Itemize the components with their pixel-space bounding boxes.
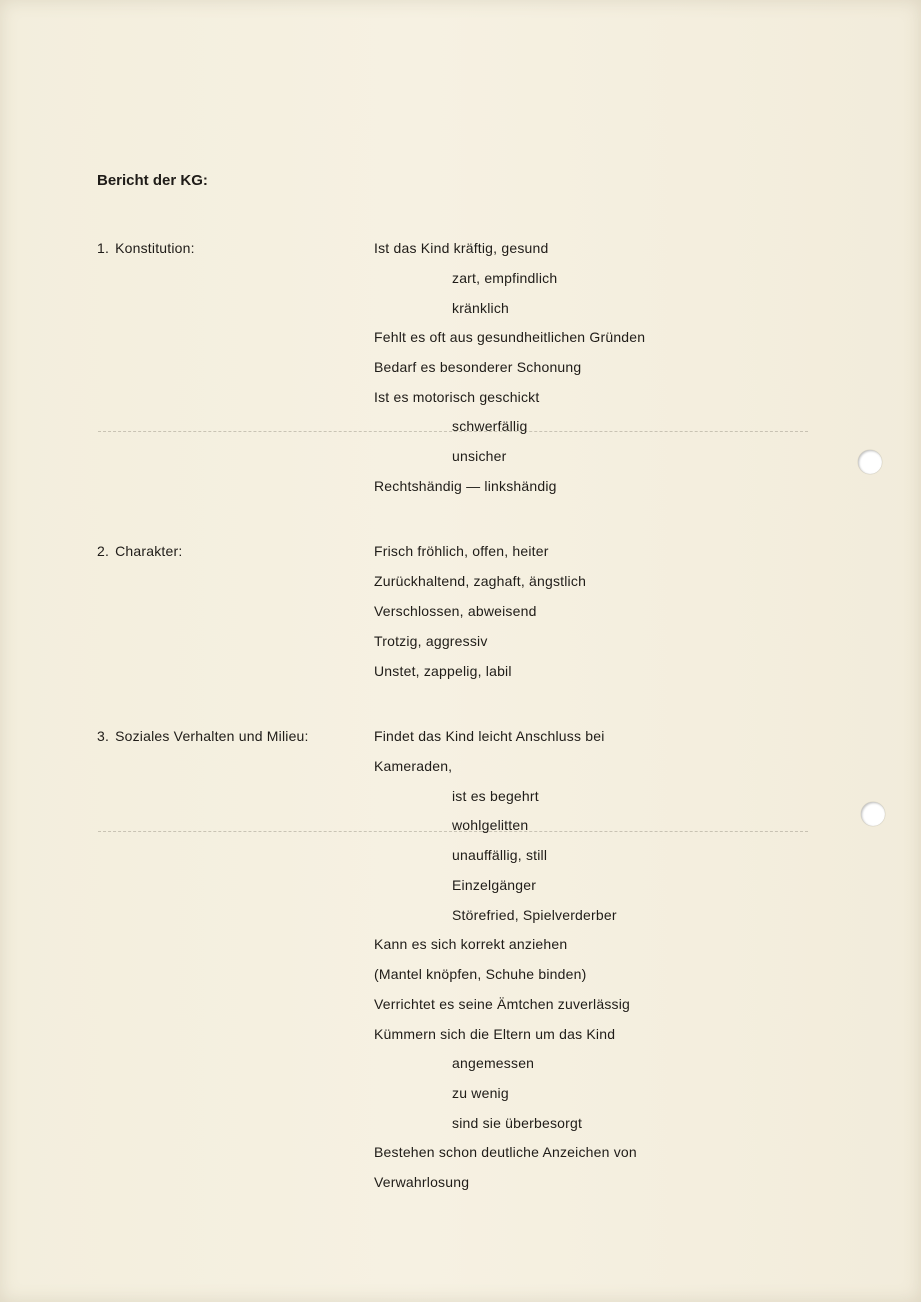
question-line: Ist das Kind kräftig, gesund bbox=[374, 240, 549, 256]
answer-option: kränklich bbox=[452, 300, 510, 316]
question-line: Verrichtet es seine Ämtchen zuverlässig bbox=[374, 996, 631, 1012]
answer-option: zu wenig bbox=[452, 1085, 509, 1101]
question-line: Kameraden, bbox=[374, 758, 453, 774]
section-label-konstitution bbox=[97, 240, 195, 256]
section-title: Soziales Verhalten und Milieu: bbox=[115, 728, 309, 744]
section-number: 2. bbox=[97, 543, 110, 559]
question-line: Zurückhaltend, zaghaft, ängstlich bbox=[374, 573, 587, 589]
answer-option: Einzelgänger bbox=[452, 877, 537, 893]
answer-option: zart, empfindlich bbox=[452, 270, 558, 286]
answer-option: unauffällig, still bbox=[452, 847, 548, 863]
section-number: 1. bbox=[97, 240, 110, 256]
question-line: Findet das Kind leicht Anschluss bei bbox=[374, 728, 605, 744]
question-line: Ist es motorisch geschickt bbox=[374, 389, 540, 405]
punch-hole bbox=[858, 450, 882, 474]
question-line: Kann es sich korrekt anziehen bbox=[374, 936, 568, 952]
answer-option: schwerfällig bbox=[452, 418, 528, 434]
answer-option: sind sie überbesorgt bbox=[452, 1115, 583, 1131]
section-title: Konstitution: bbox=[115, 240, 195, 256]
question-line: Fehlt es oft aus gesundheitlichen Gründen bbox=[374, 329, 646, 345]
answer-option: angemessen bbox=[452, 1055, 535, 1071]
answer-option: Störefried, Spielverderber bbox=[452, 907, 617, 923]
question-line: Bedarf es besonderer Schonung bbox=[374, 359, 582, 375]
question-line: Bestehen schon deutliche Anzeichen von bbox=[374, 1144, 637, 1160]
section-number: 3. bbox=[97, 728, 110, 744]
question-line: Rechtshändig — linkshändig bbox=[374, 478, 557, 494]
punch-hole bbox=[861, 802, 885, 826]
question-line: Verschlossen, abweisend bbox=[374, 603, 537, 619]
question-line: Trotzig, aggressiv bbox=[374, 633, 488, 649]
question-line: Verwahrlosung bbox=[374, 1174, 470, 1190]
section-label-charakter bbox=[97, 543, 182, 559]
answer-option: wohlgelitten bbox=[452, 817, 529, 833]
answer-option: unsicher bbox=[452, 448, 507, 464]
question-line: (Mantel knöpfen, Schuhe binden) bbox=[374, 966, 587, 982]
question-line: Kümmern sich die Eltern um das Kind bbox=[374, 1026, 616, 1042]
report-title: Bericht der KG: bbox=[97, 172, 208, 189]
question-line: Frisch fröhlich, offen, heiter bbox=[374, 543, 549, 559]
section-label-soziales-verhalten bbox=[97, 728, 309, 744]
answer-option: ist es begehrt bbox=[452, 788, 539, 804]
section-title: Charakter: bbox=[115, 543, 183, 559]
question-line: Unstet, zappelig, labil bbox=[374, 663, 512, 679]
